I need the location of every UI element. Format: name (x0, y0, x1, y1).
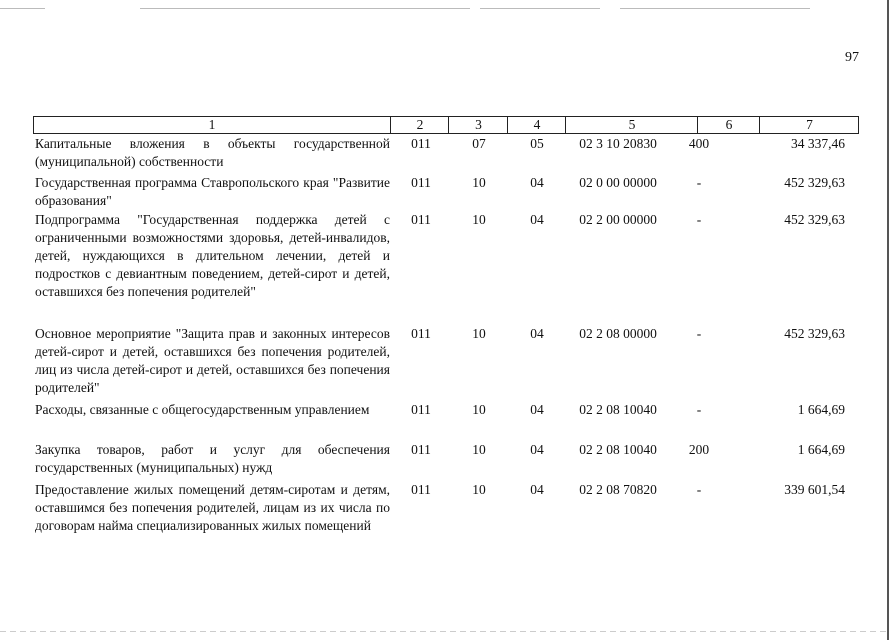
cell-code-2: 011 (411, 212, 431, 227)
row-name: Основное мероприятие "Защита прав и законных интересов детей-сирот и детей, оставшихся без попечения родителей, лиц из числа детей-сирот и детей, оставшихся без попечения родителей" (35, 326, 390, 395)
cell-amount: 452 329,63 (784, 326, 845, 341)
header-cell: 4 (507, 117, 566, 133)
cell-code-3: 07 (472, 136, 486, 151)
cell-code-6: - (696, 402, 702, 417)
cell-code-4: 05 (530, 136, 544, 151)
cell-code-4: 04 (530, 402, 544, 417)
cell-code-5: 02 3 10 20830 (579, 136, 657, 151)
cell-code-6: - (696, 212, 702, 227)
row-name: Капитальные вложения в объекты государственной (муниципальной) собственности (35, 136, 390, 169)
cell-code-4: 04 (530, 442, 544, 457)
cell-code-3: 10 (472, 175, 486, 190)
header-cell: 6 (697, 117, 760, 133)
row-name: Расходы, связанные с общегосударственным управлением (35, 402, 370, 417)
cell-code-5: 02 2 08 10040 (579, 402, 657, 417)
cell-code-4: 04 (530, 326, 544, 341)
cell-code-5: 02 2 00 00000 (579, 212, 657, 227)
cell-code-3: 10 (472, 442, 486, 457)
cell-code-6: - (696, 482, 702, 497)
table-header (33, 116, 859, 134)
cell-code-2: 011 (411, 136, 431, 151)
header-cell: 5 (565, 117, 698, 133)
cell-code-3: 10 (472, 482, 486, 497)
cell-code-2: 011 (411, 482, 431, 497)
cell-code-2: 011 (411, 175, 431, 190)
cell-code-6: 200 (688, 442, 710, 457)
cell-amount: 452 329,63 (784, 175, 845, 190)
scan-artifact (0, 8, 889, 10)
row-name: Подпрограмма "Государственная поддержка детей с ограниченными возможностями здоровья, детей-инвалидов, детей, нуждающихся в длительном лечении, детей и подростков с девиантным поведением, детей-сирот и детей, оставшихся без попечения родителей" (35, 212, 390, 299)
header-cell: 7 (759, 117, 859, 133)
page-number: 97 (845, 50, 859, 65)
cell-code-3: 10 (472, 212, 486, 227)
scan-artifact (0, 631, 889, 632)
cell-code-4: 04 (530, 175, 544, 190)
cell-amount: 34 337,46 (791, 136, 845, 151)
cell-code-5: 02 2 08 10040 (579, 442, 657, 457)
cell-code-5: 02 2 08 00000 (579, 326, 657, 341)
cell-amount: 339 601,54 (784, 482, 845, 497)
cell-code-2: 011 (411, 326, 431, 341)
cell-amount: 1 664,69 (797, 402, 845, 417)
header-cell: 3 (448, 117, 508, 133)
cell-code-4: 04 (530, 212, 544, 227)
cell-amount: 1 664,69 (797, 442, 845, 457)
row-name: Государственная программа Ставропольского края "Развитие образования" (35, 175, 390, 208)
cell-code-5: 02 2 08 70820 (579, 482, 657, 497)
cell-amount: 452 329,63 (784, 212, 845, 227)
cell-code-4: 04 (530, 482, 544, 497)
header-cell: 1 (208, 117, 216, 132)
cell-code-2: 011 (411, 442, 431, 457)
row-name: Закупка товаров, работ и услуг для обеспечения государственных (муниципальных) нужд (35, 442, 390, 475)
cell-code-6: - (696, 326, 702, 341)
cell-code-6: 400 (688, 136, 710, 151)
header-cell: 2 (390, 117, 449, 133)
cell-code-3: 10 (472, 402, 486, 417)
cell-code-3: 10 (472, 326, 486, 341)
cell-code-6: - (696, 175, 702, 190)
cell-code-2: 011 (411, 402, 431, 417)
cell-code-5: 02 0 00 00000 (579, 175, 657, 190)
row-name: Предоставление жилых помещений детям-сиротам и детям, оставшимся без попечения родителей, лицам из их числа по договорам найма специализированных жилых помещений (35, 482, 390, 533)
